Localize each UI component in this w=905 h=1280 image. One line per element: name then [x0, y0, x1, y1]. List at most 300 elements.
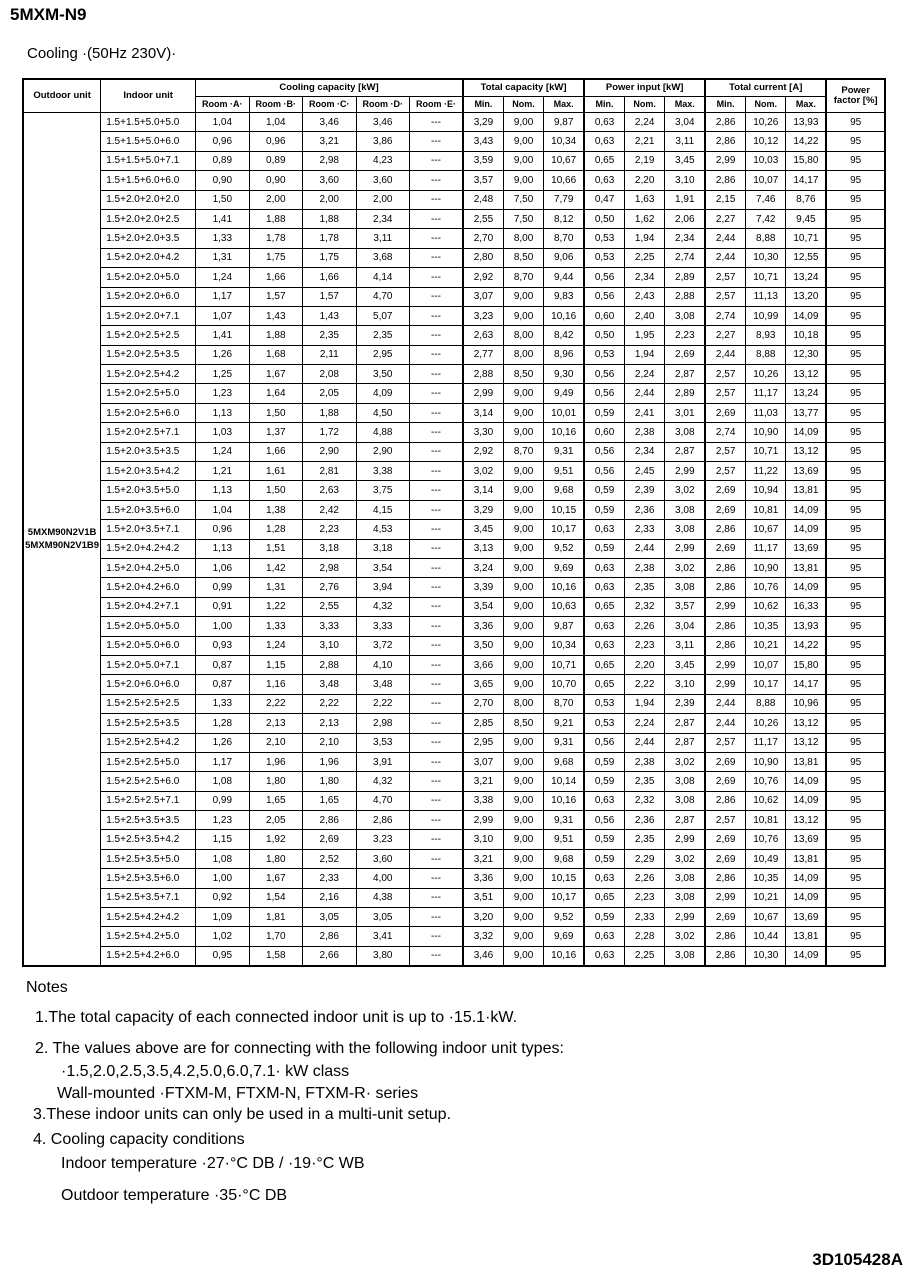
- cell-power-nom: 2,45: [624, 462, 664, 481]
- cell-total-min: 2,55: [463, 209, 503, 228]
- cell-power-nom: 1,63: [624, 190, 664, 209]
- cell-total-min: 2,48: [463, 190, 503, 209]
- cell-indoor-unit: 1.5+2.0+2.5+7.1: [101, 423, 196, 442]
- cell-current-max: 10,96: [786, 694, 826, 713]
- cell-power-min: 0,53: [584, 345, 624, 364]
- cell-total-min: 3,39: [463, 578, 503, 597]
- cell-power-max: 3,08: [665, 946, 705, 966]
- document-code: 3D105428A: [812, 1250, 903, 1269]
- cell-room-a: 0,99: [196, 791, 249, 810]
- table-row: [23, 113, 885, 132]
- cell-current-max: 14,09: [786, 578, 826, 597]
- cell-total-max: 8,70: [544, 229, 584, 248]
- cell-room-a: 1,00: [196, 617, 249, 636]
- cell-total-min: 3,14: [463, 481, 503, 500]
- cell-room-d: 3,60: [356, 171, 409, 190]
- cell-room-d: 2,86: [356, 811, 409, 830]
- cell-power-nom: 2,43: [624, 287, 664, 306]
- table-row: [23, 869, 885, 888]
- cell-current-nom: 11,13: [746, 287, 786, 306]
- cell-power-factor: 95: [826, 520, 885, 539]
- cell-power-factor: 95: [826, 655, 885, 674]
- cell-power-max: 2,87: [665, 811, 705, 830]
- table-row: [23, 190, 885, 209]
- cell-room-e: ---: [410, 326, 464, 345]
- table-row: [23, 500, 885, 519]
- cell-room-c: 2,33: [303, 869, 356, 888]
- cell-power-nom: 2,38: [624, 752, 664, 771]
- cell-power-factor: 95: [826, 617, 885, 636]
- header-total-min: Min.: [463, 97, 503, 113]
- cell-total-max: 9,51: [544, 830, 584, 849]
- cell-room-c: 2,86: [303, 811, 356, 830]
- cell-power-nom: 2,44: [624, 539, 664, 558]
- cell-room-e: ---: [410, 151, 464, 170]
- cell-power-max: 3,08: [665, 306, 705, 325]
- cell-power-factor: 95: [826, 888, 885, 907]
- cell-power-max: 3,10: [665, 675, 705, 694]
- cell-room-d: 3,91: [356, 752, 409, 771]
- cell-total-max: 9,69: [544, 558, 584, 577]
- cell-total-min: 3,54: [463, 597, 503, 616]
- cell-power-max: 3,45: [665, 655, 705, 674]
- cell-room-d: 4,50: [356, 403, 409, 422]
- cell-current-min: 2,57: [705, 384, 745, 403]
- cell-current-max: 13,81: [786, 849, 826, 868]
- cell-power-factor: 95: [826, 811, 885, 830]
- cell-power-min: 0,60: [584, 423, 624, 442]
- cell-power-factor: 95: [826, 500, 885, 519]
- cell-total-max: 9,31: [544, 733, 584, 752]
- cell-current-nom: 10,07: [746, 655, 786, 674]
- note-3: 3.These indoor units can only be used in a multi-unit setup.: [33, 1106, 452, 1123]
- cell-power-factor: 95: [826, 248, 885, 267]
- cell-indoor-unit: 1.5+2.5+2.5+4.2: [101, 733, 196, 752]
- cell-power-max: 2,87: [665, 733, 705, 752]
- cell-current-max: 15,80: [786, 151, 826, 170]
- cell-indoor-unit: 1.5+2.5+4.2+6.0: [101, 946, 196, 966]
- cell-total-min: 3,21: [463, 772, 503, 791]
- cell-current-min: 2,86: [705, 113, 745, 132]
- cell-room-a: 1,06: [196, 558, 249, 577]
- cell-room-e: ---: [410, 520, 464, 539]
- cell-current-nom: 10,94: [746, 481, 786, 500]
- table-row: [23, 481, 885, 500]
- cell-room-a: 1,13: [196, 403, 249, 422]
- note-2-series: Wall-mounted ·FTXM-M, FTXM-N, FTXM-R· series: [57, 1085, 419, 1102]
- header-total-max: Max.: [544, 97, 584, 113]
- cell-current-max: 13,81: [786, 481, 826, 500]
- cell-current-max: 14,17: [786, 675, 826, 694]
- cell-power-min: 0,53: [584, 694, 624, 713]
- cell-power-max: 3,10: [665, 171, 705, 190]
- cell-total-nom: 9,00: [503, 462, 543, 481]
- cell-room-a: 1,02: [196, 927, 249, 946]
- cell-room-e: ---: [410, 752, 464, 771]
- cell-room-e: ---: [410, 946, 464, 966]
- cell-room-a: 0,99: [196, 578, 249, 597]
- cell-total-nom: 8,00: [503, 345, 543, 364]
- cell-power-nom: 2,19: [624, 151, 664, 170]
- cell-current-nom: 10,67: [746, 520, 786, 539]
- cell-power-max: 3,08: [665, 888, 705, 907]
- cell-power-min: 0,56: [584, 287, 624, 306]
- cell-room-c: 2,86: [303, 927, 356, 946]
- cell-current-nom: 10,07: [746, 171, 786, 190]
- cell-room-b: 0,90: [249, 171, 302, 190]
- cell-power-factor: 95: [826, 171, 885, 190]
- cell-room-d: 2,98: [356, 714, 409, 733]
- cell-power-max: 2,87: [665, 714, 705, 733]
- cell-room-a: 1,33: [196, 229, 249, 248]
- cell-room-d: 2,95: [356, 345, 409, 364]
- cell-current-nom: 10,35: [746, 869, 786, 888]
- cell-total-nom: 9,00: [503, 617, 543, 636]
- cell-room-e: ---: [410, 403, 464, 422]
- cell-current-max: 13,69: [786, 830, 826, 849]
- cell-room-d: 4,09: [356, 384, 409, 403]
- cell-power-min: 0,59: [584, 481, 624, 500]
- cell-room-b: 1,28: [249, 520, 302, 539]
- cell-power-max: 3,02: [665, 927, 705, 946]
- cell-power-min: 0,56: [584, 442, 624, 461]
- cell-room-d: 2,22: [356, 694, 409, 713]
- cell-total-max: 8,96: [544, 345, 584, 364]
- cell-power-max: 3,08: [665, 500, 705, 519]
- cell-current-nom: 10,81: [746, 500, 786, 519]
- cell-total-max: 10,34: [544, 636, 584, 655]
- cell-power-max: 3,08: [665, 791, 705, 810]
- cell-total-nom: 9,00: [503, 888, 543, 907]
- cell-current-nom: 11,03: [746, 403, 786, 422]
- cell-room-c: 3,21: [303, 132, 356, 151]
- header-power-factor: Power factor [%]: [826, 79, 885, 113]
- cell-power-nom: 2,35: [624, 772, 664, 791]
- cell-total-min: 2,70: [463, 694, 503, 713]
- table-row: [23, 287, 885, 306]
- cell-power-min: 0,59: [584, 752, 624, 771]
- cell-room-d: 3,05: [356, 908, 409, 927]
- cell-total-min: 3,10: [463, 830, 503, 849]
- cell-current-min: 2,74: [705, 306, 745, 325]
- cell-power-nom: 2,20: [624, 655, 664, 674]
- cell-power-min: 0,63: [584, 636, 624, 655]
- cell-total-min: 2,92: [463, 442, 503, 461]
- cell-total-nom: 9,00: [503, 500, 543, 519]
- cell-indoor-unit: 1.5+2.0+2.0+4.2: [101, 248, 196, 267]
- cell-total-nom: 9,00: [503, 636, 543, 655]
- cell-current-min: 2,86: [705, 869, 745, 888]
- cell-current-min: 2,86: [705, 636, 745, 655]
- cell-room-e: ---: [410, 462, 464, 481]
- table-row: [23, 520, 885, 539]
- cell-power-nom: 2,32: [624, 791, 664, 810]
- cell-room-e: ---: [410, 830, 464, 849]
- cell-power-factor: 95: [826, 675, 885, 694]
- cell-power-max: 3,02: [665, 752, 705, 771]
- cell-room-e: ---: [410, 539, 464, 558]
- cell-power-min: 0,63: [584, 132, 624, 151]
- cell-current-nom: 10,90: [746, 558, 786, 577]
- cell-current-nom: 7,46: [746, 190, 786, 209]
- cell-current-min: 2,86: [705, 946, 745, 966]
- cell-room-c: 1,88: [303, 403, 356, 422]
- cell-total-max: 9,69: [544, 927, 584, 946]
- cell-room-a: 0,96: [196, 520, 249, 539]
- cell-room-b: 1,75: [249, 248, 302, 267]
- cell-current-min: 2,44: [705, 714, 745, 733]
- cell-indoor-unit: 1.5+2.0+5.0+5.0: [101, 617, 196, 636]
- cell-room-a: 0,92: [196, 888, 249, 907]
- cell-current-min: 2,86: [705, 791, 745, 810]
- cell-room-c: 2,16: [303, 888, 356, 907]
- cell-room-c: 1,88: [303, 209, 356, 228]
- cell-room-a: 1,24: [196, 442, 249, 461]
- table-row: [23, 675, 885, 694]
- cell-room-d: 4,70: [356, 791, 409, 810]
- table-row: [23, 151, 885, 170]
- cell-room-e: ---: [410, 578, 464, 597]
- header-current-max: Max.: [786, 97, 826, 113]
- cell-total-min: 3,46: [463, 946, 503, 966]
- cell-power-min: 0,63: [584, 558, 624, 577]
- cell-room-c: 2,98: [303, 151, 356, 170]
- cell-power-min: 0,63: [584, 869, 624, 888]
- cell-room-c: 2,90: [303, 442, 356, 461]
- cell-current-nom: 10,76: [746, 578, 786, 597]
- cell-room-b: 1,80: [249, 849, 302, 868]
- cell-room-b: 1,92: [249, 830, 302, 849]
- cell-power-nom: 1,94: [624, 229, 664, 248]
- cooling-capacity-table: [22, 78, 886, 967]
- cell-room-c: 2,11: [303, 345, 356, 364]
- cell-room-c: 2,10: [303, 733, 356, 752]
- cell-current-max: 14,09: [786, 888, 826, 907]
- cell-room-b: 1,42: [249, 558, 302, 577]
- cell-current-max: 9,45: [786, 209, 826, 228]
- cell-room-a: 1,04: [196, 113, 249, 132]
- cell-room-b: 0,89: [249, 151, 302, 170]
- model-title: 5MXM-N9: [10, 5, 87, 24]
- cell-room-d: 3,23: [356, 830, 409, 849]
- cell-indoor-unit: 1.5+2.0+2.5+3.5: [101, 345, 196, 364]
- cell-power-nom: 2,32: [624, 597, 664, 616]
- cell-current-nom: 8,88: [746, 345, 786, 364]
- cell-current-nom: 11,17: [746, 384, 786, 403]
- cell-room-b: 1,58: [249, 946, 302, 966]
- cell-room-d: 4,70: [356, 287, 409, 306]
- cell-indoor-unit: 1.5+2.5+2.5+3.5: [101, 714, 196, 733]
- cell-room-d: 3,18: [356, 539, 409, 558]
- cell-current-nom: 10,21: [746, 636, 786, 655]
- cell-room-e: ---: [410, 287, 464, 306]
- cell-power-min: 0,59: [584, 403, 624, 422]
- cell-room-a: 1,28: [196, 714, 249, 733]
- cell-power-nom: 1,94: [624, 694, 664, 713]
- cell-room-e: ---: [410, 209, 464, 228]
- cell-room-d: 3,60: [356, 849, 409, 868]
- cell-indoor-unit: 1.5+2.0+3.5+7.1: [101, 520, 196, 539]
- cell-room-a: 1,07: [196, 306, 249, 325]
- cell-total-max: 9,44: [544, 268, 584, 287]
- header-room-b: Room ·B·: [249, 97, 302, 113]
- cell-room-b: 1,65: [249, 791, 302, 810]
- cell-indoor-unit: 1.5+2.0+4.2+4.2: [101, 539, 196, 558]
- cell-total-min: 3,14: [463, 403, 503, 422]
- cell-total-min: 3,30: [463, 423, 503, 442]
- cell-power-factor: 95: [826, 151, 885, 170]
- cell-total-nom: 9,00: [503, 830, 543, 849]
- cell-room-b: 1,88: [249, 326, 302, 345]
- cell-total-max: 10,16: [544, 791, 584, 810]
- cell-room-c: 1,43: [303, 306, 356, 325]
- cell-power-factor: 95: [826, 714, 885, 733]
- cell-power-max: 3,08: [665, 578, 705, 597]
- cell-power-factor: 95: [826, 442, 885, 461]
- table-row: [23, 384, 885, 403]
- cell-power-nom: 2,25: [624, 248, 664, 267]
- cell-power-nom: 2,34: [624, 268, 664, 287]
- cell-current-nom: 11,17: [746, 733, 786, 752]
- cell-total-min: 3,23: [463, 306, 503, 325]
- cell-power-max: 3,04: [665, 617, 705, 636]
- cell-room-d: 4,14: [356, 268, 409, 287]
- cell-total-max: 9,21: [544, 714, 584, 733]
- cell-room-e: ---: [410, 772, 464, 791]
- table-row: [23, 558, 885, 577]
- cell-power-min: 0,63: [584, 927, 624, 946]
- cell-total-min: 3,51: [463, 888, 503, 907]
- cell-power-min: 0,56: [584, 384, 624, 403]
- cell-room-a: 1,25: [196, 365, 249, 384]
- cell-current-min: 2,99: [705, 675, 745, 694]
- cell-room-d: 3,46: [356, 113, 409, 132]
- cell-room-c: 3,46: [303, 113, 356, 132]
- note-1: 1.The total capacity of each connected indoor unit is up to ·15.1·kW.: [35, 1009, 518, 1026]
- cell-indoor-unit: 1.5+2.5+4.2+4.2: [101, 908, 196, 927]
- cell-room-b: 1,68: [249, 345, 302, 364]
- cell-total-nom: 9,00: [503, 772, 543, 791]
- cell-total-min: 3,66: [463, 655, 503, 674]
- cell-total-max: 9,30: [544, 365, 584, 384]
- cell-indoor-unit: 1.5+1.5+6.0+6.0: [101, 171, 196, 190]
- cell-room-d: 4,32: [356, 772, 409, 791]
- cell-room-d: 4,88: [356, 423, 409, 442]
- cell-power-max: 3,08: [665, 423, 705, 442]
- cell-power-max: 2,87: [665, 365, 705, 384]
- cell-total-nom: 9,00: [503, 869, 543, 888]
- cell-room-c: 1,75: [303, 248, 356, 267]
- cell-power-nom: 2,38: [624, 558, 664, 577]
- cell-room-d: 2,35: [356, 326, 409, 345]
- note-2: 2. The values above are for connecting with the following indoor unit types:: [35, 1040, 564, 1057]
- table-row: [23, 849, 885, 868]
- cell-power-nom: 2,36: [624, 500, 664, 519]
- cell-room-d: 2,90: [356, 442, 409, 461]
- cell-power-nom: 2,36: [624, 811, 664, 830]
- cell-power-factor: 95: [826, 597, 885, 616]
- cell-current-min: 2,57: [705, 733, 745, 752]
- cell-room-e: ---: [410, 597, 464, 616]
- cell-power-max: 3,11: [665, 132, 705, 151]
- cell-room-a: 1,08: [196, 772, 249, 791]
- cell-total-min: 3,50: [463, 636, 503, 655]
- cell-power-max: 1,91: [665, 190, 705, 209]
- cell-room-e: ---: [410, 500, 464, 519]
- cell-total-nom: 9,00: [503, 306, 543, 325]
- cell-room-a: 0,87: [196, 675, 249, 694]
- table-row: [23, 442, 885, 461]
- cell-power-factor: 95: [826, 268, 885, 287]
- cell-power-factor: 95: [826, 403, 885, 422]
- cell-room-e: ---: [410, 694, 464, 713]
- cell-power-min: 0,56: [584, 462, 624, 481]
- cell-power-max: 2,06: [665, 209, 705, 228]
- cell-power-factor: 95: [826, 946, 885, 966]
- cell-power-factor: 95: [826, 733, 885, 752]
- cell-total-nom: 9,00: [503, 403, 543, 422]
- cell-room-b: 1,81: [249, 908, 302, 927]
- cell-total-max: 10,15: [544, 500, 584, 519]
- cell-room-d: 5,07: [356, 306, 409, 325]
- cell-power-max: 2,39: [665, 694, 705, 713]
- table-row: [23, 423, 885, 442]
- cell-room-b: 1,50: [249, 481, 302, 500]
- cell-total-max: 10,63: [544, 597, 584, 616]
- cell-power-factor: 95: [826, 481, 885, 500]
- cell-room-a: 1,31: [196, 248, 249, 267]
- cell-current-max: 13,81: [786, 558, 826, 577]
- cell-indoor-unit: 1.5+2.0+3.5+4.2: [101, 462, 196, 481]
- header-total-current: Total current [A]: [705, 79, 826, 97]
- cell-indoor-unit: 1.5+2.0+2.5+5.0: [101, 384, 196, 403]
- cell-total-min: 3,65: [463, 675, 503, 694]
- cell-room-a: 1,26: [196, 345, 249, 364]
- cell-current-nom: 10,76: [746, 830, 786, 849]
- cell-room-d: 3,94: [356, 578, 409, 597]
- cell-current-min: 2,69: [705, 772, 745, 791]
- header-outdoor-unit: Outdoor unit: [23, 79, 101, 113]
- cell-current-min: 2,99: [705, 597, 745, 616]
- cell-total-min: 2,77: [463, 345, 503, 364]
- cell-room-a: 1,41: [196, 326, 249, 345]
- cell-total-nom: 9,00: [503, 849, 543, 868]
- cell-current-max: 12,30: [786, 345, 826, 364]
- cell-indoor-unit: 1.5+2.5+3.5+7.1: [101, 888, 196, 907]
- cell-room-e: ---: [410, 171, 464, 190]
- cell-room-a: 1,08: [196, 849, 249, 868]
- cell-room-e: ---: [410, 558, 464, 577]
- cell-power-min: 0,65: [584, 151, 624, 170]
- cell-room-a: 1,13: [196, 539, 249, 558]
- cell-current-min: 2,99: [705, 888, 745, 907]
- cell-total-nom: 9,00: [503, 171, 543, 190]
- cell-current-min: 2,44: [705, 345, 745, 364]
- cell-current-min: 2,57: [705, 268, 745, 287]
- cell-power-max: 3,45: [665, 151, 705, 170]
- cell-current-max: 14,09: [786, 520, 826, 539]
- table-row: [23, 694, 885, 713]
- cell-room-c: 1,72: [303, 423, 356, 442]
- cell-indoor-unit: 1.5+2.0+2.0+7.1: [101, 306, 196, 325]
- cell-indoor-unit: 1.5+2.0+2.5+4.2: [101, 365, 196, 384]
- cell-current-max: 8,76: [786, 190, 826, 209]
- cell-room-a: 1,15: [196, 830, 249, 849]
- cell-indoor-unit: 1.5+2.0+3.5+6.0: [101, 500, 196, 519]
- cell-room-b: 1,22: [249, 597, 302, 616]
- table-row: [23, 772, 885, 791]
- cell-room-b: 1,57: [249, 287, 302, 306]
